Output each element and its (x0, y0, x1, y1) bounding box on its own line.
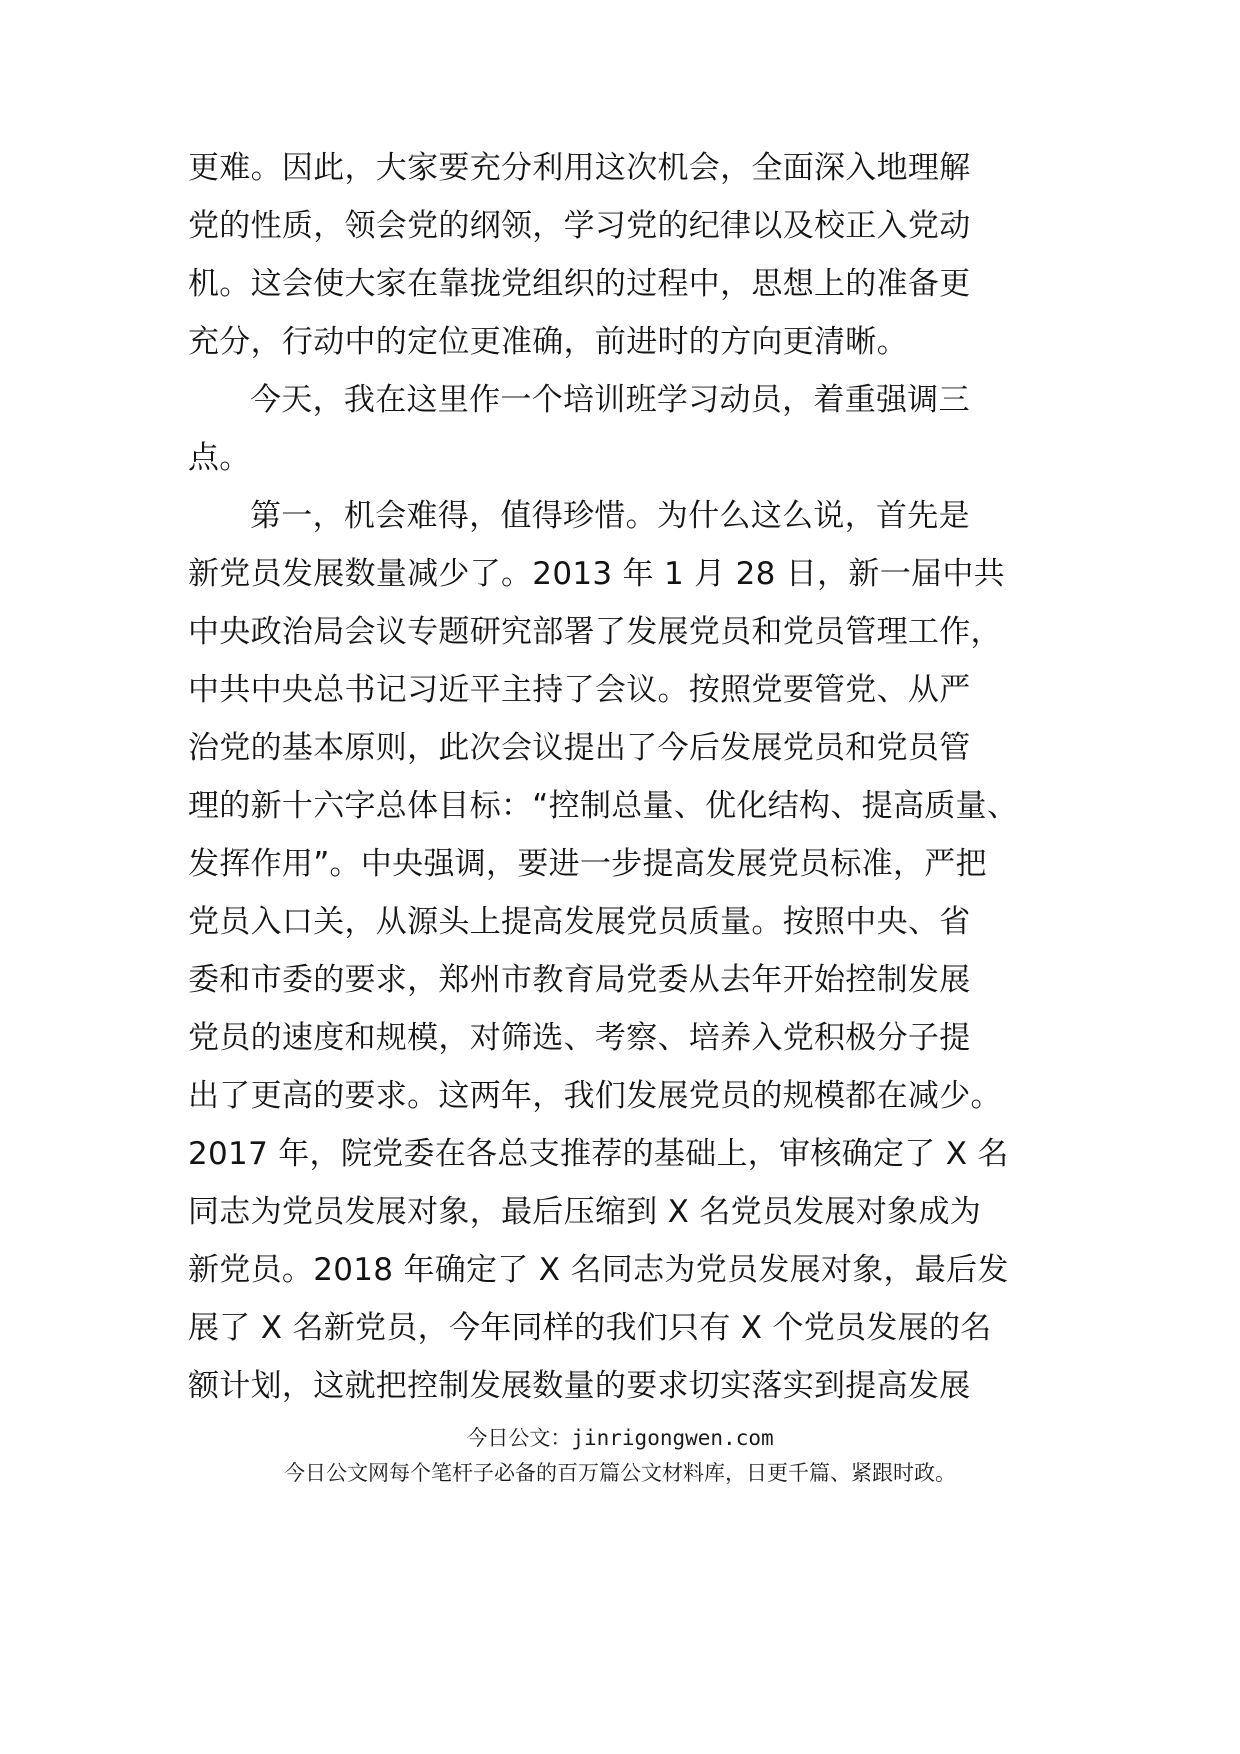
text-line: 中共中央总书记习近平主持了会议。按照党要管党、从严 (188, 672, 971, 708)
text-line: 发挥作用”。中央强调，要进一步提高发展党员标准，严把 (188, 846, 987, 882)
text-line: 治党的基本原则，此次会议提出了今后发展党员和党员管 (188, 730, 971, 766)
text-line: 党的性质，领会党的纲领，学习党的纪律以及校正入党动 (188, 208, 971, 244)
text-line: 展了 X 名新党员，今年同样的我们只有 X 个党员发展的名 (188, 1310, 992, 1346)
text-line: 新党员。2018 年确定了 X 名同志为党员发展对象，最后发 (188, 1252, 1009, 1288)
text-line: 党员入口关，从源头上提高发展党员质量。按照中央、省 (188, 904, 971, 940)
text-line: 2017 年，院党委在各总支推荐的基础上，审核确定了 X 名 (188, 1136, 1009, 1172)
text-line: 理的新十六字总体目标：“控制总量、优化结构、提高质量、 (188, 788, 1019, 824)
footer-site-label: 今日公文： (466, 1426, 572, 1450)
text-line: 额计划，这就把控制发展数量的要求切实落实到提高发展 (188, 1368, 971, 1404)
paragraph-first-line: 今天，我在这里作一个培训班学习动员，着重强调三 (250, 382, 970, 418)
text-line: 新党员发展数量减少了。2013 年 1 月 28 日，新一届中共 (188, 556, 1005, 592)
footer-source (0, 1424, 1240, 1452)
text-line: 出了更高的要求。这两年，我们发展党员的规模都在减少。 (188, 1078, 1002, 1114)
text-line: 中央政治局会议专题研究部署了发展党员和党员管理工作， (188, 614, 1002, 650)
text-line: 更难。因此，大家要充分利用这次机会，全面深入地理解 (188, 150, 971, 186)
text-line: 机。这会使大家在靠拢党组织的过程中，思想上的准备更 (188, 266, 971, 302)
footer-tagline: 今日公文网每个笔杆子必备的百万篇公文材料库，日更千篇、紧跟时政。 (284, 1461, 956, 1485)
text-line: 委和市委的要求，郑州市教育局党委从去年开始控制发展 (188, 962, 971, 998)
footer-site-link[interactable]: jinrigongwen.com (571, 1426, 774, 1450)
text-line: 点。 (188, 440, 251, 476)
text-line: 党员的速度和规模，对筛选、考察、培养入党积极分子提 (188, 1020, 971, 1056)
paragraph-first-line: 第一，机会难得，值得珍惜。为什么这么说，首先是 (250, 498, 970, 534)
text-line: 同志为党员发展对象，最后压缩到 X 名党员发展对象成为 (188, 1194, 982, 1230)
text-line: 充分，行动中的定位更准确，前进时的方向更清晰。 (188, 324, 908, 360)
